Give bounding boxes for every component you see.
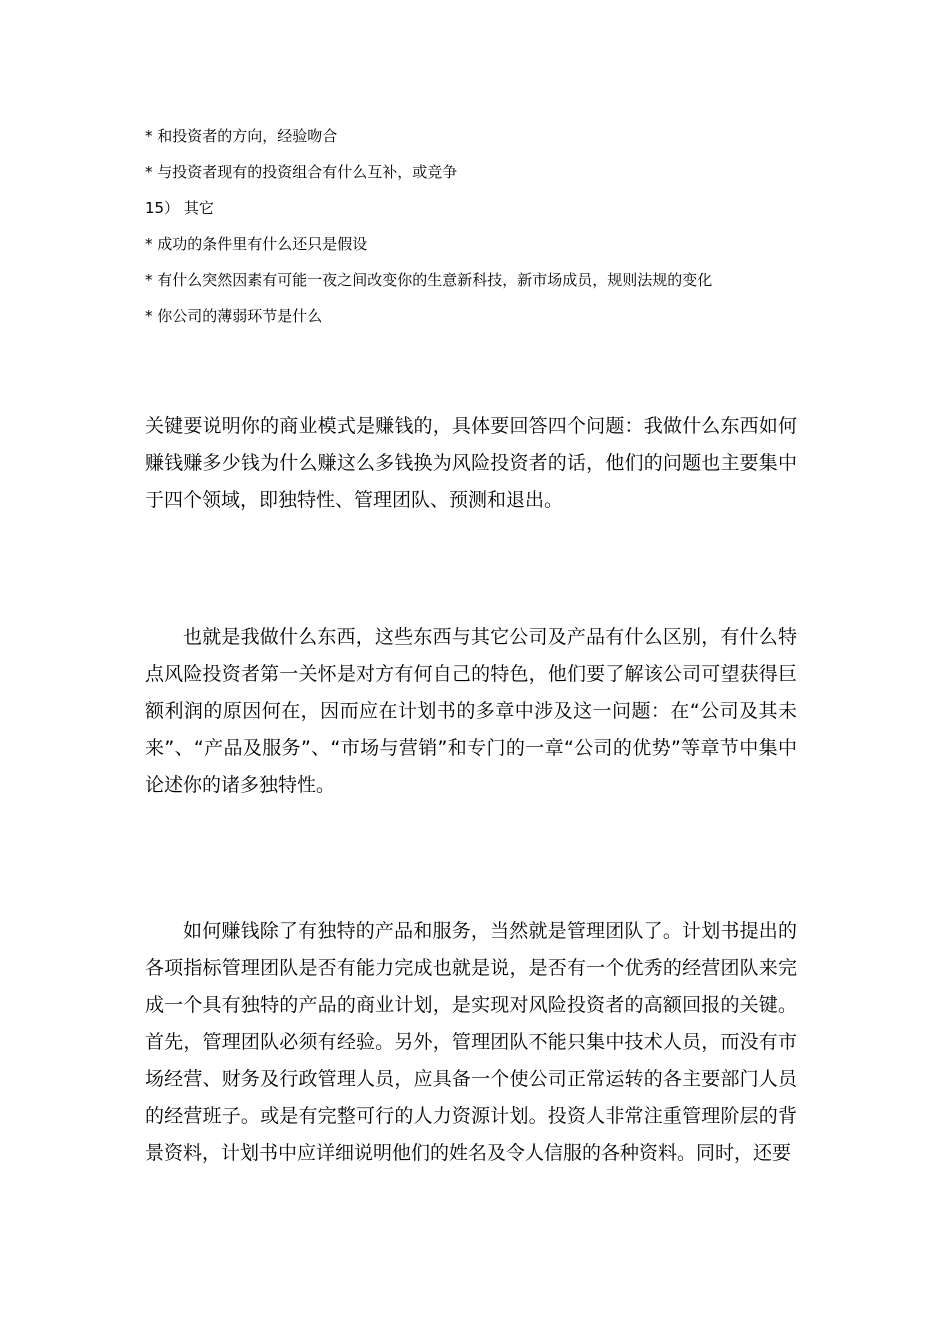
bullet-item: * 你公司的薄弱环节是什么 [145,307,323,325]
bullet-item: * 与投资者现有的投资组合有什么互补，或竞争 [145,163,458,181]
paragraph-management-team: 如何赚钱除了有独特的产品和服务，当然就是管理团队了。计划书提出的各项指标管理团队是否有能力完成也就是说，是否有一个优秀的经营团队来完成一个具有独特的产品的商业计划，是实现对风险投资者的高额回报的关键。首先，管理团队必须有经验。另外，管理团队不能只集中技术人员，而没有市场经营、财务及行政管理人员，应具备一个使公司正常运转的各主要部门人员的经营班子。或是有完整可行的人力资源计划。投资人非常注重管理阶层的背景资料，计划书中应详细说明他们的姓名及令人信服的各种资料。同时，还要 [145,920,797,1164]
paragraph-uniqueness: 也就是我做什么东西，这些东西与其它公司及产品有什么区别，有什么特点风险投资者第一关怀是对方有何自己的特色，他们要了解该公司可望获得巨额利润的原因何在，因而应在计划书的多章中涉及这一问题：在“公司及其未来”、“产品及服务”、“市场与营销”和专门的一章“公司的优势”等章节中集中论述你的诸多独特性。 [145,626,797,796]
bullet-item: * 有什么突然因素有可能一夜之间改变你的生意新科技，新市场成员，规则法规的变化 [145,271,713,289]
paragraph-business-model: 关键要说明你的商业模式是赚钱的，具体要回答四个问题：我做什么东西如何赚钱赚多少钱为什么赚这么多钱换为风险投资者的话，他们的问题也主要集中于四个领域，即独特性、管理团队、预测和退出。 [145,415,797,511]
section-heading: 15） 其它 [145,199,214,217]
bullet-item: * 成功的条件里有什么还只是假设 [145,235,368,253]
bullet-item: * 和投资者的方向，经验吻合 [145,127,338,145]
